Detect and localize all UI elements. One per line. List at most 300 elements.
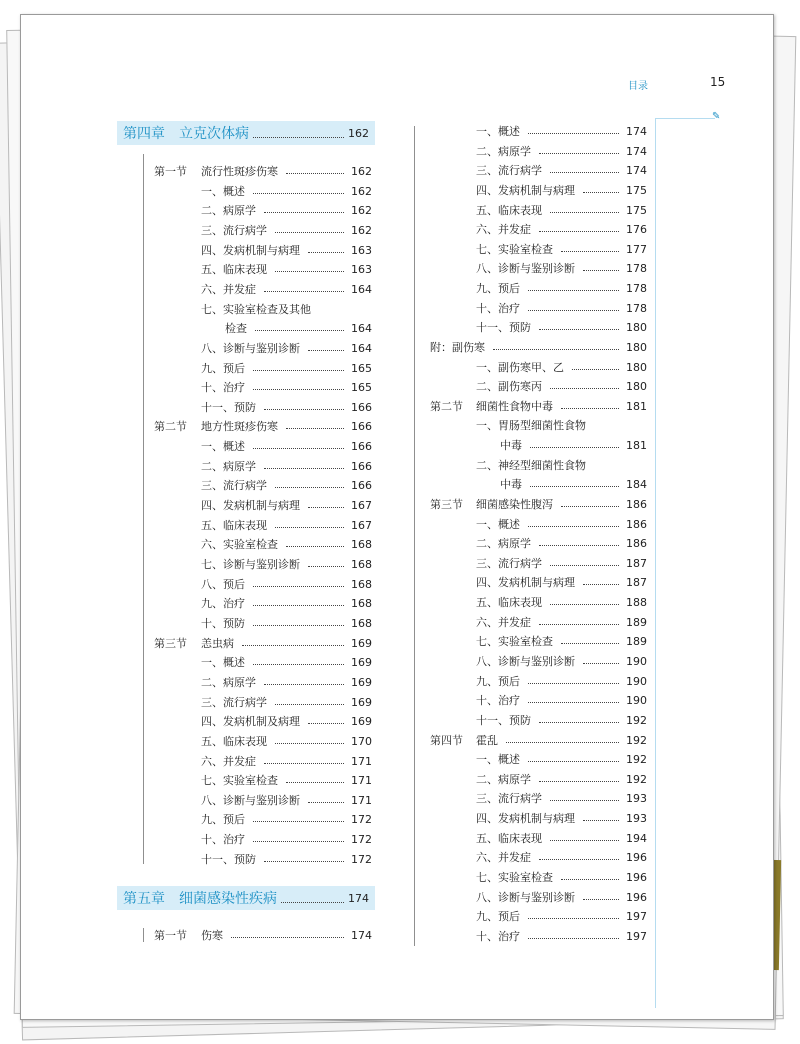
entry-label: 流行性斑疹伤寒 xyxy=(201,165,278,178)
leader-dots xyxy=(264,468,344,469)
entry-label: 二、病原学 xyxy=(201,675,256,689)
entry-page: 168 xyxy=(351,597,372,611)
section-number: 第三节 xyxy=(430,497,463,511)
toc-entry[interactable] xyxy=(154,812,372,828)
entry-label: 四、发病机制与病理 xyxy=(476,812,575,826)
leader-dots xyxy=(572,369,619,370)
toc-entry[interactable] xyxy=(154,203,372,219)
entry-label: 九、预后 xyxy=(476,674,520,688)
toc-entry[interactable] xyxy=(154,714,372,730)
entry-label: 十一、预防 xyxy=(201,852,256,866)
entry-label: 六、并发症 xyxy=(476,223,531,237)
toc-entry[interactable] xyxy=(154,793,372,809)
entry-page: 172 xyxy=(351,833,372,847)
toc-entry[interactable] xyxy=(430,281,647,297)
entry-label: 二、病原学 xyxy=(201,459,256,473)
entry-label: 四、发病机制及病理 xyxy=(201,715,300,729)
leader-dots xyxy=(264,291,344,292)
toc-entry[interactable] xyxy=(430,124,647,140)
entry-label: 中毒 xyxy=(500,439,522,453)
entry-label: 六、并发症 xyxy=(201,282,256,296)
entry-label: 二、病原学 xyxy=(476,144,531,158)
leader-dots xyxy=(286,546,344,547)
leader-dots xyxy=(275,232,344,233)
leader-dots xyxy=(308,802,344,803)
entry-page: 190 xyxy=(626,674,647,688)
section-bracket-line xyxy=(143,928,144,942)
entry-page: 162 xyxy=(351,184,372,198)
header-rule xyxy=(655,118,715,119)
running-header-label: 目录 xyxy=(628,81,648,92)
leader-dots xyxy=(561,506,619,507)
leader-dots xyxy=(539,329,619,330)
leader-dots xyxy=(275,271,344,272)
toc-entry[interactable] xyxy=(154,655,372,671)
entry-label: 七、实验室检查 xyxy=(476,635,553,649)
leader-dots xyxy=(550,840,619,841)
entry-label: 地方性斑疹伤寒 xyxy=(201,420,278,434)
entry-page: 172 xyxy=(351,813,372,827)
entry-label: 五、临床表现 xyxy=(476,203,542,217)
toc-entry[interactable] xyxy=(430,733,647,749)
entry-page: 169 xyxy=(351,695,372,709)
entry-label: 十、治疗 xyxy=(201,833,245,847)
leader-dots xyxy=(539,624,619,625)
toc-entry[interactable] xyxy=(430,595,647,611)
toc-entry[interactable] xyxy=(154,773,372,789)
entry-page: 186 xyxy=(626,497,647,511)
toc-entry[interactable] xyxy=(430,320,647,336)
toc-entry[interactable] xyxy=(430,850,647,866)
toc-entry[interactable] xyxy=(154,577,372,593)
toc-entry[interactable] xyxy=(430,458,647,474)
toc-entry[interactable] xyxy=(154,419,372,435)
entry-page: 166 xyxy=(351,440,372,454)
entry-label: 九、预后 xyxy=(201,813,245,827)
toc-entry[interactable] xyxy=(430,340,647,356)
leader-dots xyxy=(550,604,619,605)
entry-page: 192 xyxy=(626,753,647,767)
entry-page: 175 xyxy=(626,183,647,197)
entry-page: 169 xyxy=(351,656,372,670)
toc-entry[interactable] xyxy=(430,438,647,454)
pen-icon: ✎ xyxy=(712,111,721,122)
toc-entry[interactable] xyxy=(154,164,372,180)
entry-label: 九、预后 xyxy=(201,361,245,375)
entry-label: 五、临床表现 xyxy=(476,596,542,610)
leader-dots xyxy=(264,763,344,764)
section-number: 第三节 xyxy=(154,636,187,650)
leader-dots xyxy=(539,859,619,860)
section-bracket-line xyxy=(143,154,144,864)
leader-dots xyxy=(308,252,344,253)
entry-label: 十一、预防 xyxy=(476,321,531,335)
chapter-heading-4[interactable] xyxy=(117,121,375,145)
entry-label: 一、胃肠型细菌性食物 xyxy=(476,419,586,433)
entry-label: 二、副伤寒丙 xyxy=(476,380,542,394)
entry-page: 184 xyxy=(626,478,647,492)
toc-entry[interactable] xyxy=(154,321,372,337)
entry-label: 一、概述 xyxy=(201,184,245,198)
toc-entry[interactable] xyxy=(154,832,372,848)
toc-entry[interactable] xyxy=(430,497,647,513)
toc-entry[interactable] xyxy=(154,852,372,868)
toc-entry[interactable] xyxy=(430,163,647,179)
entry-page: 197 xyxy=(626,929,647,943)
toc-entry[interactable] xyxy=(430,517,647,533)
entry-page: 166 xyxy=(351,479,372,493)
toc-entry[interactable] xyxy=(154,223,372,239)
leader-dots xyxy=(561,408,619,409)
entry-label: 一、概述 xyxy=(201,440,245,454)
toc-entry[interactable] xyxy=(154,361,372,377)
entry-label: 八、诊断与鉴别诊断 xyxy=(476,890,575,904)
toc-entry[interactable] xyxy=(430,203,647,219)
toc-entry[interactable] xyxy=(430,575,647,591)
toc-entry[interactable] xyxy=(430,870,647,886)
section-number: 第一节 xyxy=(154,929,187,942)
leader-dots xyxy=(528,683,619,684)
leader-dots xyxy=(275,704,344,705)
leader-dots xyxy=(550,172,619,173)
toc-entry[interactable] xyxy=(430,772,647,788)
chapter-page: 162 xyxy=(348,126,369,140)
toc-entry[interactable] xyxy=(154,754,372,770)
toc-entry[interactable] xyxy=(154,243,372,259)
entry-page: 180 xyxy=(626,360,647,374)
entry-page: 163 xyxy=(351,263,372,277)
entry-page: 166 xyxy=(351,459,372,473)
entry-label: 十、预防 xyxy=(201,616,245,630)
leader-dots xyxy=(583,192,619,193)
entry-label: 十一、预防 xyxy=(201,400,256,414)
toc-entry[interactable] xyxy=(154,537,372,553)
leader-dots xyxy=(231,937,344,938)
entry-page: 188 xyxy=(626,596,647,610)
toc-entry[interactable] xyxy=(430,929,647,945)
leader-dots xyxy=(530,447,619,448)
toc-entry[interactable] xyxy=(430,909,647,925)
entry-page: 196 xyxy=(626,870,647,884)
entry-label: 七、实验室检查及其他 xyxy=(201,302,311,316)
toc-entry[interactable] xyxy=(430,634,647,650)
entry-label: 十、治疗 xyxy=(476,929,520,943)
entry-page: 192 xyxy=(626,733,647,747)
entry-label: 三、流行病学 xyxy=(201,479,267,493)
leader-dots xyxy=(242,645,344,646)
toc-entry[interactable] xyxy=(154,734,372,750)
entry-page: 162 xyxy=(351,204,372,218)
entry-page: 196 xyxy=(626,890,647,904)
entry-label: 八、诊断与鉴别诊断 xyxy=(201,793,300,807)
entry-label: 二、病原学 xyxy=(476,772,531,786)
leader-dots xyxy=(275,743,344,744)
toc-entry[interactable] xyxy=(430,791,647,807)
toc-entry[interactable] xyxy=(430,556,647,572)
leader-dots xyxy=(561,251,619,252)
leader-dots xyxy=(253,605,344,606)
entry-label: 霍乱 xyxy=(476,733,498,747)
leader-dots xyxy=(528,133,619,134)
entry-page: 169 xyxy=(351,715,372,729)
entry-label: 六、实验室检查 xyxy=(201,538,278,552)
entry-label: 一、概述 xyxy=(476,517,520,531)
toc-entry[interactable] xyxy=(430,615,647,631)
leader-dots xyxy=(583,270,619,271)
entry-label: 一、概述 xyxy=(201,656,245,670)
entry-label: 八、预后 xyxy=(201,577,245,591)
toc-entry[interactable] xyxy=(430,811,647,827)
entry-page: 172 xyxy=(351,852,372,866)
toc-entry[interactable] xyxy=(430,890,647,906)
entry-label: 五、临床表现 xyxy=(201,263,267,277)
entry-label: 二、病原学 xyxy=(476,537,531,551)
toc-entry[interactable] xyxy=(430,144,647,160)
leader-dots xyxy=(528,526,619,527)
column-divider xyxy=(414,126,415,946)
toc-entry[interactable] xyxy=(154,184,372,200)
leader-dots xyxy=(253,664,344,665)
toc-entry[interactable] xyxy=(430,536,647,552)
leader-dots xyxy=(561,879,619,880)
toc-entry[interactable] xyxy=(430,418,647,434)
toc-entry[interactable] xyxy=(154,695,372,711)
entry-page: 192 xyxy=(626,772,647,786)
toc-entry[interactable] xyxy=(154,636,372,652)
entry-label: 六、并发症 xyxy=(201,754,256,768)
toc-entry[interactable] xyxy=(154,596,372,612)
leader-dots xyxy=(308,723,344,724)
entry-page: 194 xyxy=(626,831,647,845)
entry-label: 九、预后 xyxy=(476,282,520,296)
leader-dots xyxy=(264,409,344,410)
entry-label: 三、流行病学 xyxy=(201,695,267,709)
entry-page: 169 xyxy=(351,636,372,650)
entry-page: 168 xyxy=(351,558,372,571)
toc-entry[interactable] xyxy=(154,400,372,416)
entry-page: 175 xyxy=(626,203,647,217)
toc-entry[interactable] xyxy=(154,262,372,278)
entry-label: 四、发病机制与病理 xyxy=(201,243,300,257)
entry-label: 三、流行病学 xyxy=(476,556,542,570)
entry-label: 检查 xyxy=(225,322,247,336)
entry-page: 168 xyxy=(351,616,372,630)
leader-dots xyxy=(539,781,619,782)
toc-entry[interactable] xyxy=(430,477,647,493)
leader-dots xyxy=(253,625,344,626)
entry-label: 二、病原学 xyxy=(201,204,256,218)
entry-page: 164 xyxy=(351,341,372,355)
leader-dots xyxy=(493,349,619,350)
entry-page: 178 xyxy=(626,262,647,276)
leader-dots xyxy=(286,782,344,783)
toc-entry[interactable] xyxy=(154,282,372,298)
entry-page: 162 xyxy=(351,223,372,237)
entry-label: 八、诊断与鉴别诊断 xyxy=(476,655,575,668)
entry-page: 162 xyxy=(351,165,372,178)
toc-entry[interactable] xyxy=(430,674,647,690)
toc-entry[interactable] xyxy=(430,261,647,277)
leader-dots xyxy=(253,370,344,371)
leader-dots xyxy=(530,486,619,487)
toc-entry[interactable] xyxy=(154,478,372,494)
leader-dots xyxy=(539,153,619,154)
entry-page: 164 xyxy=(351,322,372,336)
leader-dots xyxy=(539,722,619,723)
section-number: 第二节 xyxy=(154,420,187,434)
entry-label: 中毒 xyxy=(500,478,522,492)
entry-page: 180 xyxy=(626,340,647,354)
entry-label: 一、副伤寒甲、乙 xyxy=(476,360,564,374)
entry-page: 164 xyxy=(351,282,372,296)
entry-page: 190 xyxy=(626,655,647,668)
chapter-heading-5[interactable] xyxy=(117,886,375,910)
leader-dots xyxy=(308,507,344,508)
entry-page: 190 xyxy=(626,694,647,708)
leader-dots xyxy=(561,643,619,644)
toc-entry[interactable] xyxy=(154,302,372,318)
leader-dots xyxy=(583,663,619,664)
entry-page: 187 xyxy=(626,576,647,590)
leader-dots xyxy=(253,389,344,390)
entry-page: 165 xyxy=(351,361,372,375)
entry-label: 八、诊断与鉴别诊断 xyxy=(201,341,300,355)
toc-entry[interactable] xyxy=(154,616,372,632)
toc-entry[interactable] xyxy=(430,360,647,376)
toc-entry[interactable] xyxy=(154,439,372,455)
leader-dots xyxy=(583,584,619,585)
entry-label: 七、实验室检查 xyxy=(476,242,553,256)
entry-page: 178 xyxy=(626,301,647,315)
entry-page: 197 xyxy=(626,910,647,924)
entry-page: 187 xyxy=(626,556,647,570)
entry-page: 189 xyxy=(626,635,647,649)
leader-dots xyxy=(308,350,344,351)
entry-page: 174 xyxy=(626,144,647,158)
leader-dots xyxy=(253,193,344,194)
leader-dots xyxy=(583,899,619,900)
chapter-title: 第四章 立克次体病 xyxy=(123,126,249,142)
entry-page: 174 xyxy=(626,125,647,138)
section-number: 第四节 xyxy=(430,733,463,747)
leader-dots xyxy=(264,861,344,862)
toc-entry[interactable] xyxy=(430,301,647,317)
toc-entry[interactable] xyxy=(154,557,372,573)
leader-dots xyxy=(550,800,619,801)
entry-page: 174 xyxy=(351,929,372,942)
entry-page: 189 xyxy=(626,615,647,629)
toc-entry[interactable] xyxy=(430,379,647,395)
leader-dots xyxy=(528,310,619,311)
toc-entry[interactable] xyxy=(430,713,647,729)
margin-rule xyxy=(655,118,656,1008)
entry-page: 180 xyxy=(626,380,647,394)
entry-label: 十、治疗 xyxy=(201,381,245,395)
entry-page: 192 xyxy=(626,713,647,727)
entry-label: 七、实验室检查 xyxy=(476,870,553,884)
entry-label: 恙虫病 xyxy=(201,636,234,650)
leader-dots xyxy=(286,428,344,429)
entry-label: 细菌性食物中毒 xyxy=(476,399,553,413)
chapter-page: 174 xyxy=(348,891,369,905)
entry-page: 180 xyxy=(626,321,647,335)
toc-entry[interactable] xyxy=(154,675,372,691)
entry-label: 九、预后 xyxy=(476,910,520,924)
leader-dots xyxy=(281,894,344,903)
page-number: 15 xyxy=(710,75,726,89)
entry-page: 166 xyxy=(351,420,372,434)
entry-page: 178 xyxy=(626,282,647,296)
entry-label: 伤寒 xyxy=(201,929,223,942)
toc-entry[interactable] xyxy=(430,242,647,258)
leader-dots xyxy=(253,841,344,842)
entry-label: 三、流行病学 xyxy=(476,792,542,806)
entry-page: 174 xyxy=(626,164,647,178)
section-number: 第二节 xyxy=(430,399,463,413)
chapter-title: 第五章 细菌感染性疾病 xyxy=(123,891,277,907)
leader-dots xyxy=(253,129,344,138)
leader-dots xyxy=(528,702,619,703)
leader-dots xyxy=(550,388,619,389)
entry-page: 168 xyxy=(351,538,372,552)
entry-label: 四、发病机制与病理 xyxy=(201,499,300,513)
entry-label: 七、诊断与鉴别诊断 xyxy=(201,558,300,571)
leader-dots xyxy=(275,487,344,488)
toc-entry[interactable] xyxy=(430,183,647,199)
toc-entry[interactable] xyxy=(154,498,372,514)
toc-entry[interactable] xyxy=(430,831,647,847)
entry-page: 163 xyxy=(351,243,372,257)
toc-entry[interactable] xyxy=(154,518,372,534)
toc-entry[interactable] xyxy=(154,380,372,396)
entry-page: 186 xyxy=(626,517,647,531)
entry-page: 165 xyxy=(351,381,372,395)
entry-page: 171 xyxy=(351,774,372,788)
entry-label: 八、诊断与鉴别诊断 xyxy=(476,262,575,276)
leader-dots xyxy=(550,212,619,213)
toc-entry[interactable] xyxy=(154,459,372,475)
entry-label: 五、临床表现 xyxy=(476,831,542,845)
toc-entry[interactable] xyxy=(154,341,372,357)
toc-page xyxy=(20,14,774,1020)
entry-label: 三、流行病学 xyxy=(476,164,542,178)
leader-dots xyxy=(528,938,619,939)
entry-page: 196 xyxy=(626,851,647,865)
entry-label: 细菌感染性腹泻 xyxy=(476,497,553,511)
entry-label: 二、神经型细菌性食物 xyxy=(476,458,586,472)
toc-entry[interactable] xyxy=(430,399,647,415)
toc-entry[interactable] xyxy=(430,222,647,238)
entry-label: 一、概述 xyxy=(476,753,520,767)
entry-page: 166 xyxy=(351,400,372,414)
leader-dots xyxy=(308,566,344,567)
entry-page: 170 xyxy=(351,734,372,748)
entry-page: 193 xyxy=(626,812,647,826)
entry-label: 三、流行病学 xyxy=(201,223,267,237)
entry-label: 六、并发症 xyxy=(476,615,531,629)
section-number: 第一节 xyxy=(154,165,187,178)
toc-entry[interactable] xyxy=(430,654,647,670)
toc-entry[interactable] xyxy=(154,928,372,944)
entry-page: 169 xyxy=(351,675,372,689)
leader-dots xyxy=(264,212,344,213)
leader-dots xyxy=(253,821,344,822)
entry-label: 九、治疗 xyxy=(201,597,245,611)
entry-label: 十一、预防 xyxy=(476,713,531,727)
leader-dots xyxy=(255,330,344,331)
toc-entry[interactable] xyxy=(430,752,647,768)
toc-entry[interactable] xyxy=(430,693,647,709)
